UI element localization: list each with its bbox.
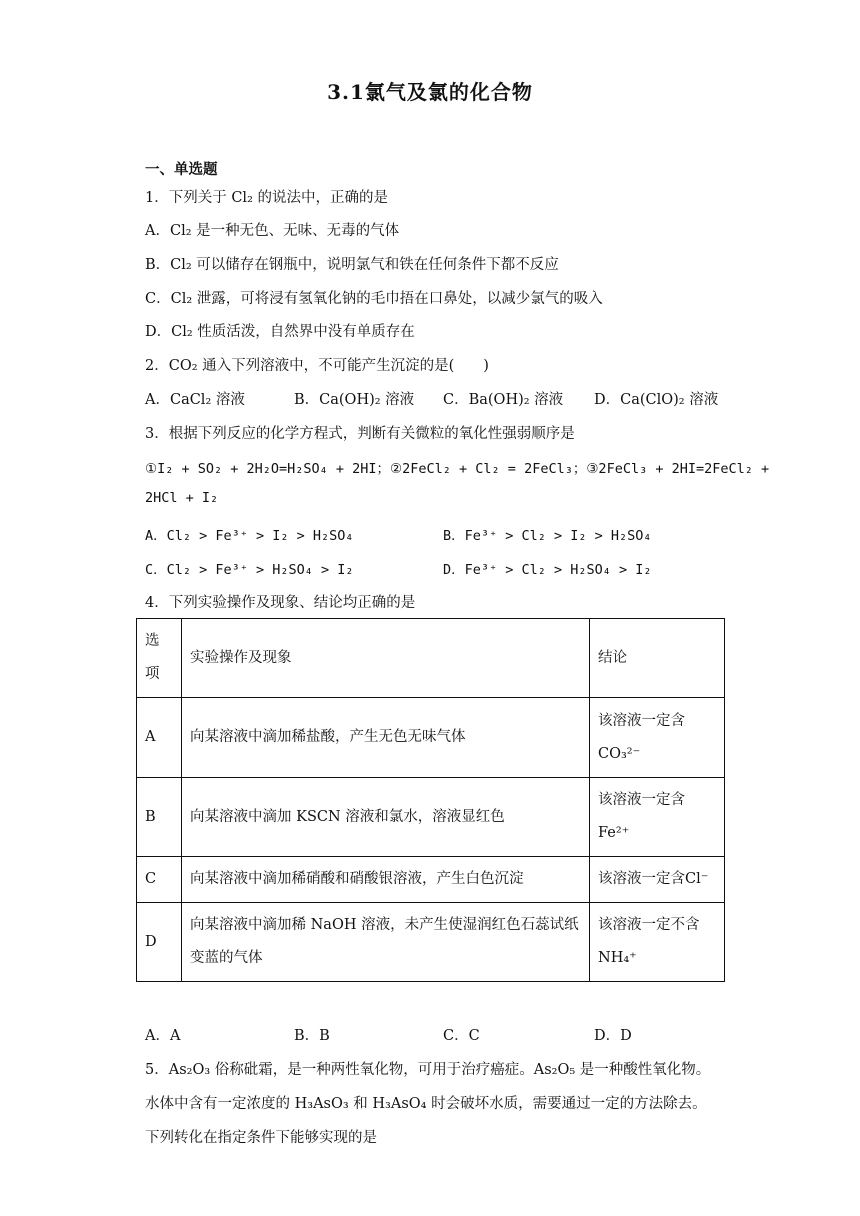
q1-option-b: B．Cl₂ 可以储存在钢瓶中，说明氯气和铁在任何条件下都不反应 [145, 257, 559, 273]
row-option: D [137, 903, 182, 982]
q3-option-d: D．Fe³⁺ > Cl₂ > H₂SO₄ > I₂ [443, 562, 652, 578]
row-option: A [137, 698, 182, 778]
operation-line1: 向某溶液中滴加稀 NaOH 溶液，未产生使湿润红色石蕊试纸 [190, 917, 579, 933]
table-header-row [137, 619, 725, 698]
row-conclusion: 该溶液一定含Cl⁻ [590, 857, 725, 903]
q4-table [136, 618, 725, 982]
table-row [137, 698, 725, 778]
q4-option-a: A．A [145, 1028, 181, 1044]
conclusion-line1: 该溶液一定含 [598, 792, 685, 808]
conclusion-line1: 该溶液一定含 [598, 712, 685, 729]
q3-option-c: C．Cl₂ > Fe³⁺ > H₂SO₄ > I₂ [145, 562, 354, 578]
row-operation: 向某溶液中滴加稀盐酸，产生无色无味气体 [182, 698, 590, 778]
q3-option-b: B．Fe³⁺ > Cl₂ > I₂ > H₂SO₄ [443, 528, 652, 544]
row-conclusion [590, 698, 725, 778]
q3-option-a: A．Cl₂ > Fe³⁺ > I₂ > H₂SO₄ [145, 528, 354, 544]
q5-line1: 5．As₂O₃ 俗称砒霜，是一种两性氧化物，可用于治疗癌症。As₂O₅ 是一种酸性氧化物。 [145, 1062, 711, 1078]
q2-stem: 2．CO₂ 通入下列溶液中，不可能产生沉淀的是( ) [145, 358, 489, 374]
q3-equations-line2: 2HCl + I₂ [145, 490, 219, 506]
table-row [137, 857, 725, 903]
conclusion-line1: 该溶液一定不含 [598, 917, 700, 933]
operation-line2: 变蓝的气体 [190, 950, 263, 966]
q5-line3: 下列转化在指定条件下能够实现的是 [145, 1130, 377, 1146]
table-row [137, 903, 725, 982]
q1-option-c: C．Cl₂ 泄露，可将浸有氢氧化钠的毛巾捂在口鼻处，以减少氯气的吸入 [145, 291, 603, 307]
q3-stem: 3．根据下列反应的化学方程式，判断有关微粒的氧化性强弱顺序是 [145, 426, 575, 442]
header-conclusion: 结论 [590, 619, 725, 698]
q1-stem: 1．下列关于 Cl₂ 的说法中，正确的是 [145, 190, 388, 206]
page-title: 3.1氯气及氯的化合物 [327, 80, 533, 104]
q4-option-b: B．B [294, 1028, 330, 1044]
q1-option-d: D．Cl₂ 性质活泼，自然界中没有单质存在 [145, 324, 415, 340]
conclusion-line2: NH₄⁺ [598, 950, 637, 966]
q4-stem: 4．下列实验操作及现象、结论均正确的是 [145, 595, 416, 611]
header-option: 选项 [137, 619, 182, 698]
q2-option-c: C．Ba(OH)₂ 溶液 [443, 392, 564, 408]
row-conclusion [590, 778, 725, 857]
q2-option-a: A．CaCl₂ 溶液 [145, 392, 245, 408]
row-operation: 向某溶液中滴加稀硝酸和硝酸银溶液，产生白色沉淀 [182, 857, 590, 903]
q1-option-a: A．Cl₂ 是一种无色、无味、无毒的气体 [145, 223, 400, 239]
row-option: B [137, 778, 182, 857]
row-operation [182, 903, 590, 982]
q4-option-c: C．C [443, 1028, 480, 1044]
header-operation: 实验操作及现象 [182, 619, 590, 698]
q2-option-d: D．Ca(ClO)₂ 溶液 [594, 392, 719, 408]
row-conclusion [590, 903, 725, 982]
section-heading: 一、单选题 [145, 161, 218, 178]
q3-equations-line1: ①I₂ + SO₂ + 2H₂O=H₂SO₄ + 2HI；②2FeCl₂ + Cl₂ = 2FeCl₃；③2FeCl₃ + 2HI=2FeCl₂ + [145, 461, 770, 477]
row-operation: 向某溶液中滴加 KSCN 溶液和氯水，溶液显红色 [182, 778, 590, 857]
q5-line2: 水体中含有一定浓度的 H₃AsO₃ 和 H₃AsO₄ 时会破坏水质，需要通过一定的方法除去。 [145, 1096, 707, 1112]
conclusion-line2: Fe²⁺ [598, 825, 630, 841]
q4-option-d: D．D [594, 1028, 632, 1044]
row-option: C [137, 857, 182, 903]
table-row [137, 778, 725, 857]
q2-option-b: B．Ca(OH)₂ 溶液 [294, 392, 415, 408]
conclusion-line2: CO₃²⁻ [598, 745, 641, 762]
